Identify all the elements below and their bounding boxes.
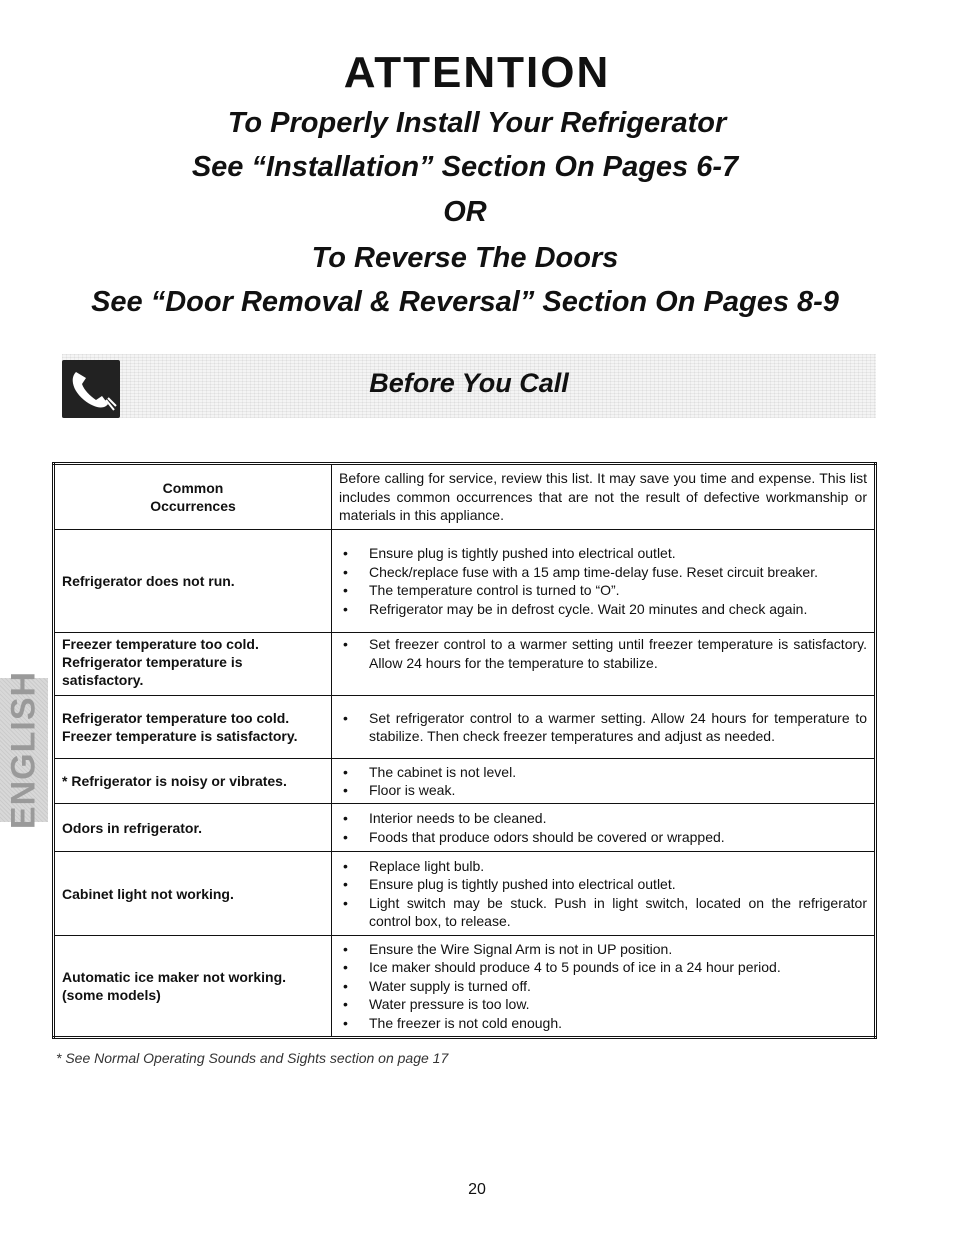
table-row xyxy=(54,936,876,1038)
solution-item: • The cabinet is not level. xyxy=(339,763,867,782)
header-common-label: Common xyxy=(162,480,224,496)
solution-item: • Ensure plug is tightly pushed into electrical outlet. xyxy=(339,544,867,563)
table-row xyxy=(54,530,876,633)
troubleshooting-table xyxy=(52,462,877,1039)
banner-title: Before You Call xyxy=(369,368,569,398)
header-intro-cell: Before calling for service, review this list. It may save you time and expense. This list includes common occurrences that are not the result of defective workmanship or materials in this appliance. xyxy=(332,464,876,530)
solution-item: • Refrigerator may be in defrost cycle. Wait 20 minutes and check again. xyxy=(339,600,867,619)
solution-cell xyxy=(332,530,876,633)
table-row xyxy=(54,759,876,804)
page-number: 20 xyxy=(468,1181,486,1198)
solution-item: • Water supply is turned off. xyxy=(339,977,867,996)
install-pages-heading: See “Installation” Section On Pages 6-7 xyxy=(191,151,739,183)
solution-item: • Floor is weak. xyxy=(339,781,867,800)
solution-item: • Water pressure is too low. xyxy=(339,995,867,1014)
issue-cell: Refrigerator temperature too cold. Freezer temperature is satisfactory. xyxy=(54,696,332,759)
solution-item: • Replace light bulb. xyxy=(339,857,867,876)
solution-item: • Ice maker should produce 4 to 5 pounds of ice in a 24 hour period. xyxy=(339,958,867,977)
install-heading: To Properly Install Your Refrigerator xyxy=(227,107,727,139)
table-row xyxy=(54,804,876,852)
solution-item: • The freezer is not cold enough. xyxy=(339,1014,867,1033)
solution-cell xyxy=(332,633,876,696)
solution-cell xyxy=(332,804,876,852)
table-header-row xyxy=(54,464,876,530)
issue-cell: Refrigerator does not run. xyxy=(54,530,332,633)
solution-cell xyxy=(332,696,876,759)
issue-cell: Cabinet light not working. xyxy=(54,852,332,936)
footnote: * See Normal Operating Sounds and Sights section on page 17 xyxy=(56,1050,449,1066)
reverse-doors-heading: To Reverse The Doors xyxy=(311,242,619,274)
solution-item: • Ensure the Wire Signal Arm is not in UP position. xyxy=(339,940,867,959)
solution-item: • Foods that produce odors should be covered or wrapped. xyxy=(339,828,867,847)
table-row xyxy=(54,852,876,936)
issue-cell: Automatic ice maker not working. (some models) xyxy=(54,936,332,1038)
solution-cell xyxy=(332,936,876,1038)
issue-cell: * Refrigerator is noisy or vibrates. xyxy=(54,759,332,804)
language-side-label: ENGLISH xyxy=(4,670,43,830)
header-occurrences-label: Occurrences xyxy=(150,498,236,514)
header-occurrences-cell xyxy=(54,464,332,530)
solution-item: • Interior needs to be cleaned. xyxy=(339,809,867,828)
solution-item: • Set refrigerator control to a warmer setting. Allow 24 hours for temperature to stabilize. Then check freezer temperatures and adjust as needed. xyxy=(339,709,867,746)
table-row xyxy=(54,696,876,759)
solution-item: • Light switch may be stuck. Push in light switch, located on the refrigerator control box, to release. xyxy=(339,894,867,931)
solution-cell xyxy=(332,759,876,804)
solution-item: • Ensure plug is tightly pushed into electrical outlet. xyxy=(339,875,867,894)
solution-item: • Check/replace fuse with a 15 amp time-delay fuse. Reset circuit breaker. xyxy=(339,563,867,582)
issue-cell: Freezer temperature too cold. Refrigerator temperature is satisfactory. xyxy=(54,633,332,696)
table-row xyxy=(54,633,876,696)
solution-item: • Set freezer control to a warmer setting until freezer temperature is satisfactory. Allow 24 hours for the temperature to stabilize. xyxy=(339,635,867,672)
or-heading: OR xyxy=(443,196,487,228)
reverse-pages-heading: See “Door Removal & Reversal” Section On Pages 8-9 xyxy=(91,286,839,318)
solution-item: • The temperature control is turned to “O”. xyxy=(339,581,867,600)
issue-cell: Odors in refrigerator. xyxy=(54,804,332,852)
solution-cell xyxy=(332,852,876,936)
attention-heading: ATTENTION xyxy=(343,48,611,97)
